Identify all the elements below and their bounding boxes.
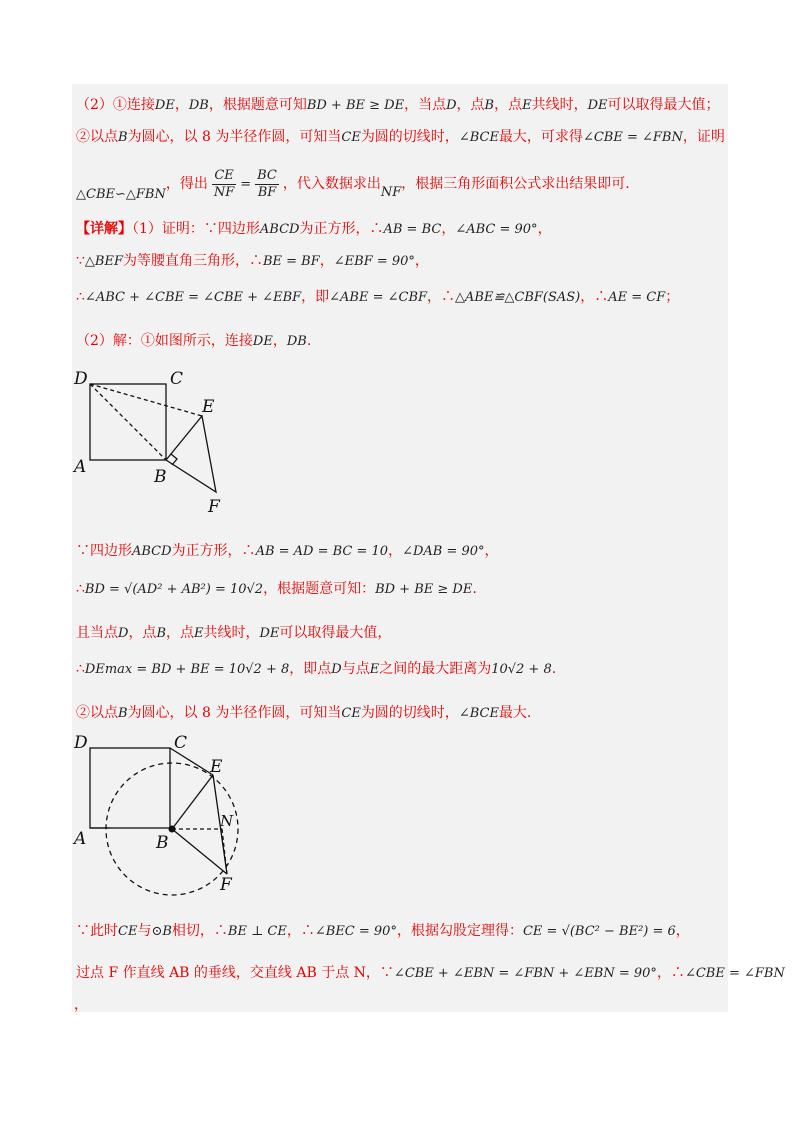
- math-B: B: [156, 626, 166, 641]
- math-D: D: [118, 626, 129, 641]
- text: ，∴: [427, 289, 456, 305]
- detail-tag: 【详解】: [76, 221, 132, 237]
- detail-line-6: [76, 580, 477, 599]
- text: ，当点: [404, 97, 447, 113]
- analysis-line-2: [76, 128, 725, 147]
- analysis-line-3: [76, 166, 630, 213]
- square-abcd: [90, 748, 170, 828]
- triangle-bef: [166, 416, 216, 492]
- text: .: [306, 333, 312, 349]
- label-B: B: [156, 833, 169, 853]
- text: ，根据题意可知: [208, 97, 307, 113]
- math-equation: ∠CBE + ∠EBN = ∠FBN + ∠EBN = 90°: [393, 966, 657, 981]
- analysis-line-1: [76, 96, 720, 115]
- center-point-b: [169, 826, 176, 833]
- text: ，证明: [682, 129, 725, 145]
- text: 为正方形，∴: [171, 543, 256, 559]
- math-equation: AE = CF: [608, 290, 666, 305]
- math-E: E: [194, 626, 204, 641]
- text: 且当点: [76, 625, 118, 641]
- text: 最大.: [498, 705, 532, 721]
- math-equation: AB = AD = BC = 10: [255, 544, 389, 559]
- math-equation: ∠ABC + ∠CBE = ∠CBE + ∠EBF: [84, 290, 302, 305]
- text: 为圆的切线时，: [360, 129, 459, 145]
- text: ∵四边形: [76, 543, 132, 559]
- label-E: E: [210, 757, 223, 777]
- text: ∴: [76, 661, 85, 677]
- math-equation: ∠ABC = 90°: [455, 222, 538, 237]
- math-equation: AB = BC: [383, 222, 442, 237]
- segment-be: [172, 775, 213, 829]
- math-equation: ∠ABE = ∠CBF: [329, 290, 428, 305]
- math-CE: CE: [341, 706, 361, 721]
- trailing-comma: ，: [74, 997, 88, 1013]
- label-B: B: [154, 467, 167, 487]
- math-CE: CE: [118, 924, 138, 939]
- math-D: D: [446, 98, 457, 113]
- text: ，点: [456, 97, 485, 113]
- math-DE: DE: [252, 334, 273, 349]
- detail-line-9: [76, 704, 531, 723]
- text: ，根据勾股定理得：: [396, 923, 523, 939]
- fraction-bc-bf: $\frac{BC}{BF}$: [257, 167, 277, 200]
- detail-line-10: [76, 922, 690, 941]
- text: .: [551, 661, 557, 677]
- math-E: E: [369, 662, 380, 677]
- detail-line-7: [76, 624, 391, 643]
- math-DE: DE: [154, 98, 175, 113]
- text: 可以取得最大值；: [607, 97, 720, 113]
- text: 最大，可求得: [498, 129, 583, 145]
- math-equation: BE ⊥ CE: [227, 924, 287, 939]
- text: ，点: [494, 97, 523, 113]
- detail-line-8: [76, 660, 556, 679]
- text: （2）①连接: [76, 97, 155, 113]
- text: （2）解：①如图所示，连接: [76, 333, 253, 349]
- text: ，∴: [286, 923, 315, 939]
- math-DE: DE: [587, 98, 608, 113]
- text: ②以点: [76, 129, 118, 145]
- math-CE: CE: [341, 130, 361, 145]
- math-NF: NF: [380, 185, 402, 200]
- text: 为圆心，以 8 为半径作圆，可知当: [127, 129, 342, 145]
- math-equation: ∠DAB = 90°: [402, 544, 485, 559]
- text: ∵此时: [76, 923, 118, 939]
- segment-nf-dashed: [222, 829, 227, 874]
- label-D: D: [74, 733, 88, 753]
- math-equation: BE = BF: [262, 254, 320, 269]
- text: ，: [174, 97, 189, 113]
- math-DB: DB: [286, 334, 307, 349]
- math-angle: ∠BCE: [458, 706, 499, 721]
- fraction-ce-nf: $\frac{CE}{NF}$: [213, 167, 235, 200]
- text: .: [472, 581, 477, 597]
- math-circle-B: ⊙B: [151, 924, 172, 939]
- math-D: D: [331, 662, 342, 677]
- math-similarity: △CBE∽△FBN: [76, 187, 166, 202]
- math-equation: CE = √(BC² − BE²) = 6: [522, 924, 676, 939]
- text: ，点: [166, 625, 194, 641]
- text: 共线时，: [531, 97, 588, 113]
- text: 与点: [341, 661, 370, 677]
- text: 过点 F 作直线 AB 的垂线，交直线 AB 于点 N，∵: [76, 965, 394, 981]
- math-equation: DEmax = BD + BE = 10√2 + 8: [84, 662, 290, 677]
- text: 为等腰直角三角形，∴: [122, 253, 263, 269]
- text: ，: [414, 253, 429, 269]
- detail-line-1: [76, 220, 552, 239]
- math-value: 10√2 + 8: [491, 662, 552, 677]
- text: 共线时，: [203, 625, 260, 641]
- segment-db-dashed: [90, 384, 166, 460]
- label-A: A: [74, 457, 87, 477]
- text: ，: [537, 221, 552, 237]
- text: ，: [675, 923, 690, 939]
- math-DE: DE: [259, 626, 280, 641]
- math-equation: ∠CBE = ∠FBN: [684, 966, 785, 981]
- math-equation: ∠BEC = 90°: [314, 924, 397, 939]
- detail-line-5: [76, 542, 499, 561]
- text: ，根据三角形面积公式求出结果即可.: [401, 176, 630, 192]
- equals-sign: =: [240, 177, 252, 192]
- math-triangle: △BEF: [84, 254, 123, 269]
- text: ，: [272, 333, 287, 349]
- math-equation: ∠CBE = ∠FBN: [582, 130, 683, 145]
- text: ∵: [76, 253, 85, 269]
- text: 为圆的切线时，: [360, 705, 459, 721]
- label-A: A: [74, 829, 87, 849]
- text: ，即: [301, 289, 330, 305]
- label-C: C: [170, 369, 184, 389]
- label-D: D: [74, 369, 88, 389]
- math-inequality: BD + BE ≥ DE: [375, 582, 473, 597]
- text: ，∴: [656, 965, 685, 981]
- detail-line-3: [76, 288, 679, 307]
- math-congruence: △ABE≌△CBF(SAS): [455, 290, 581, 305]
- text: 为圆心，以 8 为半径作圆，可知当: [127, 705, 342, 721]
- math-ABCD: ABCD: [259, 222, 300, 237]
- text: ，: [388, 543, 403, 559]
- label-E: E: [202, 397, 215, 417]
- text: 为正方形，∴: [299, 221, 384, 237]
- text: ，: [319, 253, 334, 269]
- detail-line-4: [76, 332, 311, 351]
- text: 与: [137, 923, 152, 939]
- math-equation: ∠EBF = 90°: [333, 254, 415, 269]
- text: ，代入数据求出: [282, 176, 381, 192]
- figure-square-triangle: [70, 362, 240, 522]
- text: 之间的最大距离为: [379, 661, 492, 677]
- math-inequality: BD + BE ≥ DE: [306, 98, 405, 113]
- math-B: B: [118, 706, 128, 721]
- text: ；: [665, 289, 680, 305]
- label-C: C: [174, 733, 188, 753]
- math-equation: BD = √(AD² + AB²) = 10√2: [84, 582, 264, 597]
- math-B: B: [118, 130, 128, 145]
- label-N: N: [220, 812, 234, 830]
- math-B: B: [484, 98, 495, 113]
- segment-bf: [172, 829, 227, 874]
- figure-circle-construction: [70, 732, 250, 898]
- text: ，即点: [289, 661, 332, 677]
- math-angle: ∠BCE: [458, 130, 499, 145]
- text: ，点: [128, 625, 157, 641]
- label-F: F: [220, 875, 232, 895]
- text: ，得出: [165, 176, 208, 192]
- text: ∴: [76, 581, 85, 597]
- text: ，: [484, 543, 499, 559]
- text: （1）证明：∵四边形: [132, 221, 260, 237]
- label-F: F: [208, 497, 220, 517]
- text: ，: [441, 221, 456, 237]
- detail-line-11: [76, 964, 785, 983]
- math-DB: DB: [188, 98, 209, 113]
- text: 可以取得最大值，: [279, 625, 392, 641]
- text: ，根据题意可知：: [263, 581, 376, 597]
- text: ∴: [76, 289, 85, 305]
- text: ，∴: [580, 289, 609, 305]
- math-E: E: [522, 98, 532, 113]
- text: ②以点: [76, 705, 118, 721]
- text: 相切，∴: [171, 923, 228, 939]
- detail-line-2: [76, 252, 429, 271]
- math-ABCD: ABCD: [132, 544, 172, 559]
